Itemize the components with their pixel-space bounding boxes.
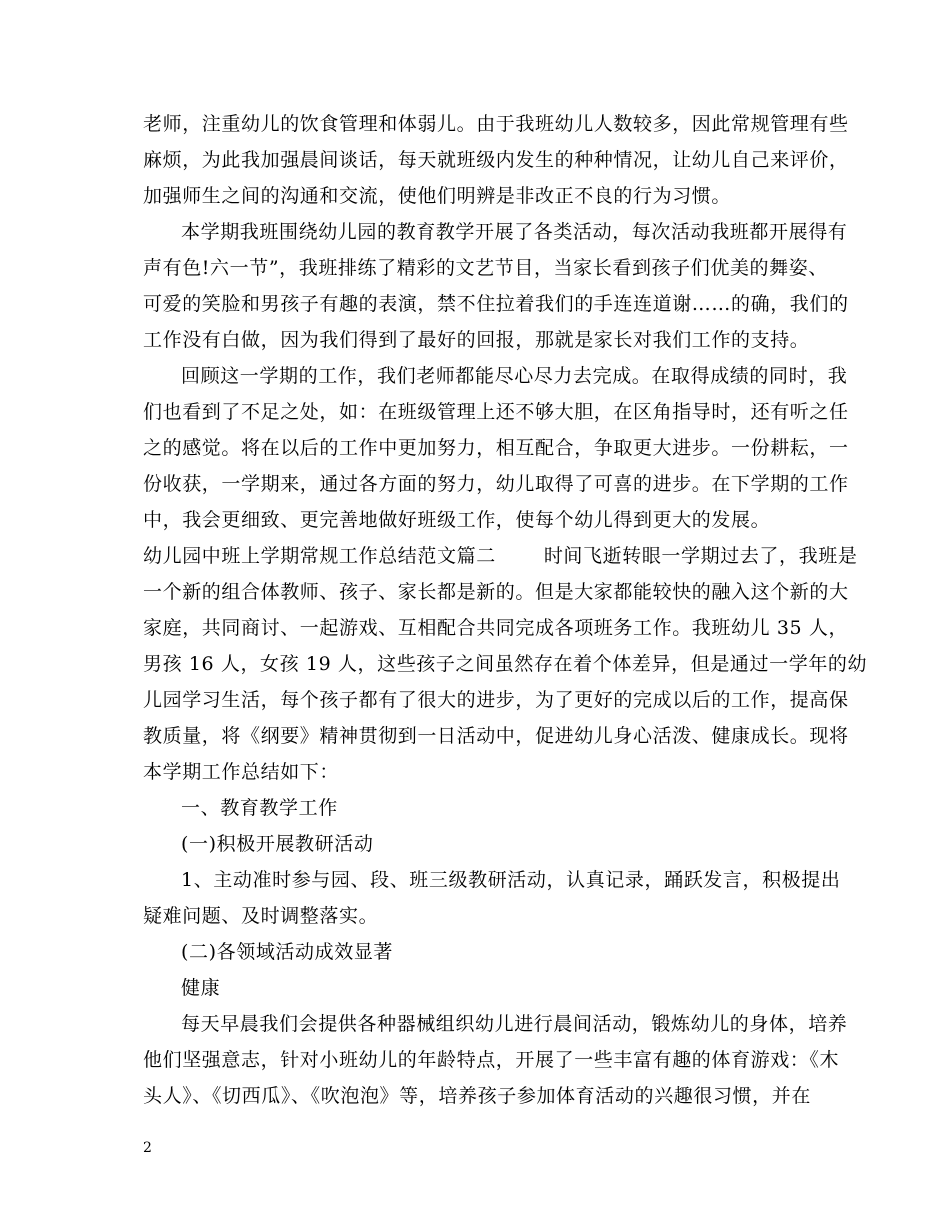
- text-line: 们也看到了不足之处，如：在班级管理上还不够大胆，在区角指导时，还有听之任: [143, 401, 849, 423]
- text-line: 教质量，将《纲要》精神贯彻到一日活动中，促进幼儿身心活泼、健康成长。现将: [143, 725, 849, 747]
- page-number: 2: [143, 1140, 152, 1156]
- text-fragment: 时间飞逝转眼一学期过去了，我班是: [543, 545, 858, 567]
- text-line: 一个新的组合体教师、孩子、家长都是新的。但是大家都能较快的融入这个新的大: [143, 581, 849, 603]
- text-line: 可爱的笑脸和男孩子有趣的表演，禁不住拉着我们的手连连道谢……的确，我们的: [143, 293, 849, 315]
- text-line: 1、主动准时参与园、段、班三级教研活动，认真记录，踊跃发言，积极提出: [181, 869, 841, 891]
- text-line: 儿园学习生活，每个孩子都有了很大的进步，为了更好的完成以后的工作，提高保: [143, 689, 849, 711]
- text-line: 家庭，共同商讨、一起游戏、互相配合共同完成各项班务工作。我班幼儿 35 人，: [143, 617, 849, 639]
- text-line: 声有色!六一节”，我班排练了精彩的文艺节目，当家长看到孩子们优美的舞姿、: [143, 257, 828, 279]
- section-heading: 幼儿园中班上学期常规工作总结范文篇二: [143, 545, 496, 567]
- text-line: 工作没有白做，因为我们得到了最好的回报，那就是家长对我们工作的支持。: [143, 329, 810, 351]
- text-line: 他们坚强意志，针对小班幼儿的年龄特点，开展了一些丰富有趣的体育游戏：《木: [143, 1049, 840, 1071]
- text-line: 本学期工作总结如下：: [143, 761, 340, 783]
- text-line: 男孩 16 人，女孩 19 人，这些孩子之间虽然存在着个体差异，但是通过一学年的幼: [143, 653, 868, 675]
- text-line: 本学期我班围绕幼儿园的教育教学开展了各类活动，每次活动我班都开展得有: [181, 221, 848, 243]
- text-line: 份收获，一学期来，通过各方面的努力，幼儿取得了可喜的进步。在下学期的工作: [143, 473, 849, 495]
- text-line: 回顾这一学期的工作，我们老师都能尽心尽力去完成。在取得成绩的同时，我: [181, 365, 848, 387]
- text-line: 之的感觉。将在以后的工作中更加努力，相互配合，争取更大进步。一份耕耘，一: [143, 437, 849, 459]
- text-line: 每天早晨我们会提供各种器械组织幼儿进行晨间活动，锻炼幼儿的身体，培养: [181, 1013, 848, 1035]
- text-line: 麻烦，为此我加强晨间谈话，每天就班级内发生的种种情况，让幼儿自己来评价，: [143, 149, 849, 171]
- document-body: [143, 113, 868, 1122]
- subheading: 一、教育教学工作: [181, 797, 338, 819]
- subheading: (二)各领域活动成效显著: [181, 941, 394, 963]
- section-heading-line: [143, 545, 858, 567]
- subheading: (一)积极开展教研活动: [181, 833, 374, 855]
- text-line: 加强师生之间的沟通和交流，使他们明辨是非改正不良的行为习惯。: [143, 185, 732, 207]
- text-line: 头人》、《切西瓜》、《吹泡泡》等，培养孩子参加体育活动的兴趣很习惯，并在: [143, 1085, 811, 1107]
- text-line: 疑难问题、及时调整落实。: [143, 905, 379, 927]
- subheading: 健康: [181, 977, 221, 999]
- text-line: 老师，注重幼儿的饮食管理和体弱儿。由于我班幼儿人数较多，因此常规管理有些: [143, 113, 849, 135]
- text-line: 中，我会更细致、更完善地做好班级工作，使每个幼儿得到更大的发展。: [143, 509, 771, 531]
